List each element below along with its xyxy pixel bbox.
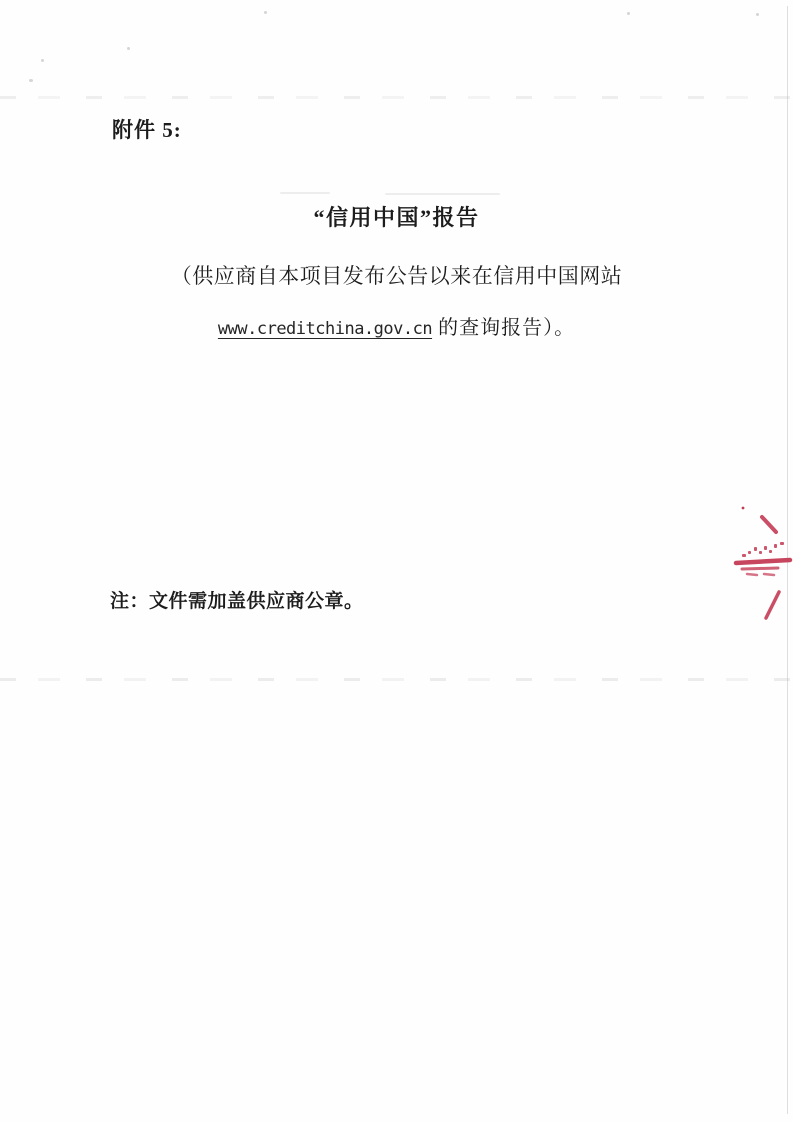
scan-speck (127, 47, 130, 50)
seal-mark (774, 544, 777, 548)
seal-mark (742, 554, 746, 557)
scan-speck (627, 12, 630, 15)
document-title: “信用中国”报告 (313, 205, 480, 230)
scan-speck (41, 59, 44, 62)
seal-bar-2 (742, 568, 778, 569)
seal-mark (748, 551, 751, 554)
seal-mark (759, 551, 762, 554)
body-line-2 (0, 311, 793, 340)
body-line-2-suffix: 的查询报告）。 (432, 317, 576, 339)
scan-speck (29, 79, 33, 82)
scan-noise-band (0, 678, 793, 681)
seal-mark (764, 546, 767, 550)
scan-smudge (385, 193, 500, 195)
seal-speck (742, 507, 745, 510)
seal-stroke-bottom (766, 592, 779, 618)
seal-mark (780, 542, 784, 545)
scan-noise-band (0, 96, 793, 99)
scan-speck (264, 11, 267, 14)
seal-stroke-top (762, 517, 776, 532)
scan-speck (756, 13, 759, 16)
seal-mark (769, 550, 772, 553)
seal-tick-marks (742, 542, 784, 557)
body-line-1: （供应商自本项目发布公告以来在信用中国网站 (170, 264, 623, 288)
seal-mark (754, 547, 757, 551)
red-seal-fragment (733, 498, 793, 626)
seal-bar (736, 560, 790, 563)
scan-smudge (280, 192, 330, 194)
seal-dashes (747, 574, 774, 575)
creditchina-url: www.creditchina.gov.cn (217, 319, 433, 339)
note-line: 注：文件需加盖供应商公章。 (110, 591, 364, 612)
attachment-label: 附件 5: (112, 118, 182, 142)
